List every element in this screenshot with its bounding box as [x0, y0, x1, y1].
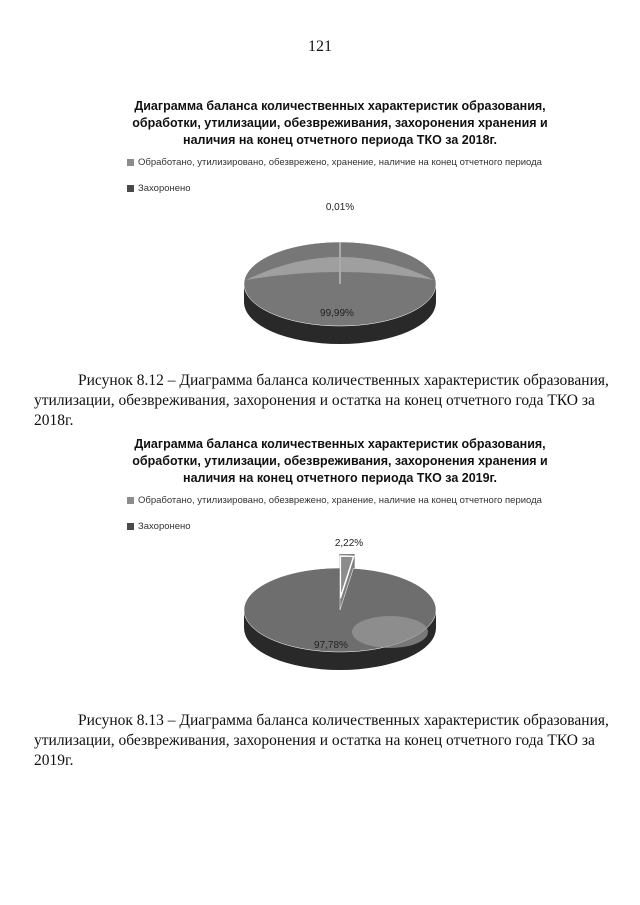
- chart-title-2018: [120, 98, 560, 149]
- legend-label-processed: Обработано, утилизировано, обезврежено, хранение, наличие на конец отчетного периода: [138, 156, 542, 168]
- pie-chart-2018: [0, 196, 640, 356]
- legend-swatch-processed: [127, 159, 134, 166]
- chart-title-line: Диаграмма баланса количественных характеристик образования,: [134, 99, 546, 113]
- chart-title-line: обработки, утилизации, обезвреживания, захоронения хранения и: [132, 454, 548, 468]
- caption-line: Рисунок 8.13 – Диаграмма баланса количественных характеристик образования,: [78, 712, 609, 729]
- caption-line: Рисунок 8.12 – Диаграмма баланса количественных характеристик образования,: [78, 372, 609, 389]
- data-label-buried: 99,99%: [320, 308, 354, 319]
- data-label-processed: 0,01%: [325, 202, 355, 213]
- page-number: 121: [308, 38, 332, 55]
- legend-item-buried: [127, 520, 542, 532]
- legend-swatch-processed: [127, 497, 134, 504]
- legend-label-buried: Захоронено: [138, 520, 191, 532]
- chart-title-line: наличия на конец отчетного периода ТКО за 2018г.: [183, 133, 497, 147]
- figure-caption-8-12: [34, 371, 610, 431]
- figure-caption-8-13: [34, 711, 610, 771]
- data-label-processed: 2,22%: [334, 538, 364, 549]
- chart-title-line: наличия на конец отчетного периода ТКО за 2019г.: [183, 471, 497, 485]
- caption-line: утилизации, обезвреживания, захоронения и остатка на конец отчетного года ТКО за: [34, 732, 595, 749]
- chart-title-2019: [120, 436, 560, 487]
- legend-item-processed: [127, 156, 542, 168]
- legend-item-processed: [127, 494, 542, 506]
- legend-item-buried: [127, 182, 542, 194]
- legend-label-processed: Обработано, утилизировано, обезврежено, хранение, наличие на конец отчетного периода: [138, 494, 542, 506]
- pie-highlight: [352, 616, 428, 648]
- legend-label-buried: Захоронено: [138, 182, 191, 194]
- caption-line: 2018г.: [34, 412, 74, 429]
- legend-swatch-buried: [127, 523, 134, 530]
- legend-swatch-buried: [127, 185, 134, 192]
- data-label-buried: 97,78%: [314, 640, 348, 651]
- pie-chart-2019: [0, 532, 640, 682]
- chart-title-line: обработки, утилизации, обезвреживания, захоронения хранения и: [132, 116, 548, 130]
- caption-line: 2019г.: [34, 752, 74, 769]
- caption-line: утилизации, обезвреживания, захоронения и остатка на конец отчетного года ТКО за: [34, 392, 595, 409]
- chart-title-line: Диаграмма баланса количественных характеристик образования,: [134, 437, 546, 451]
